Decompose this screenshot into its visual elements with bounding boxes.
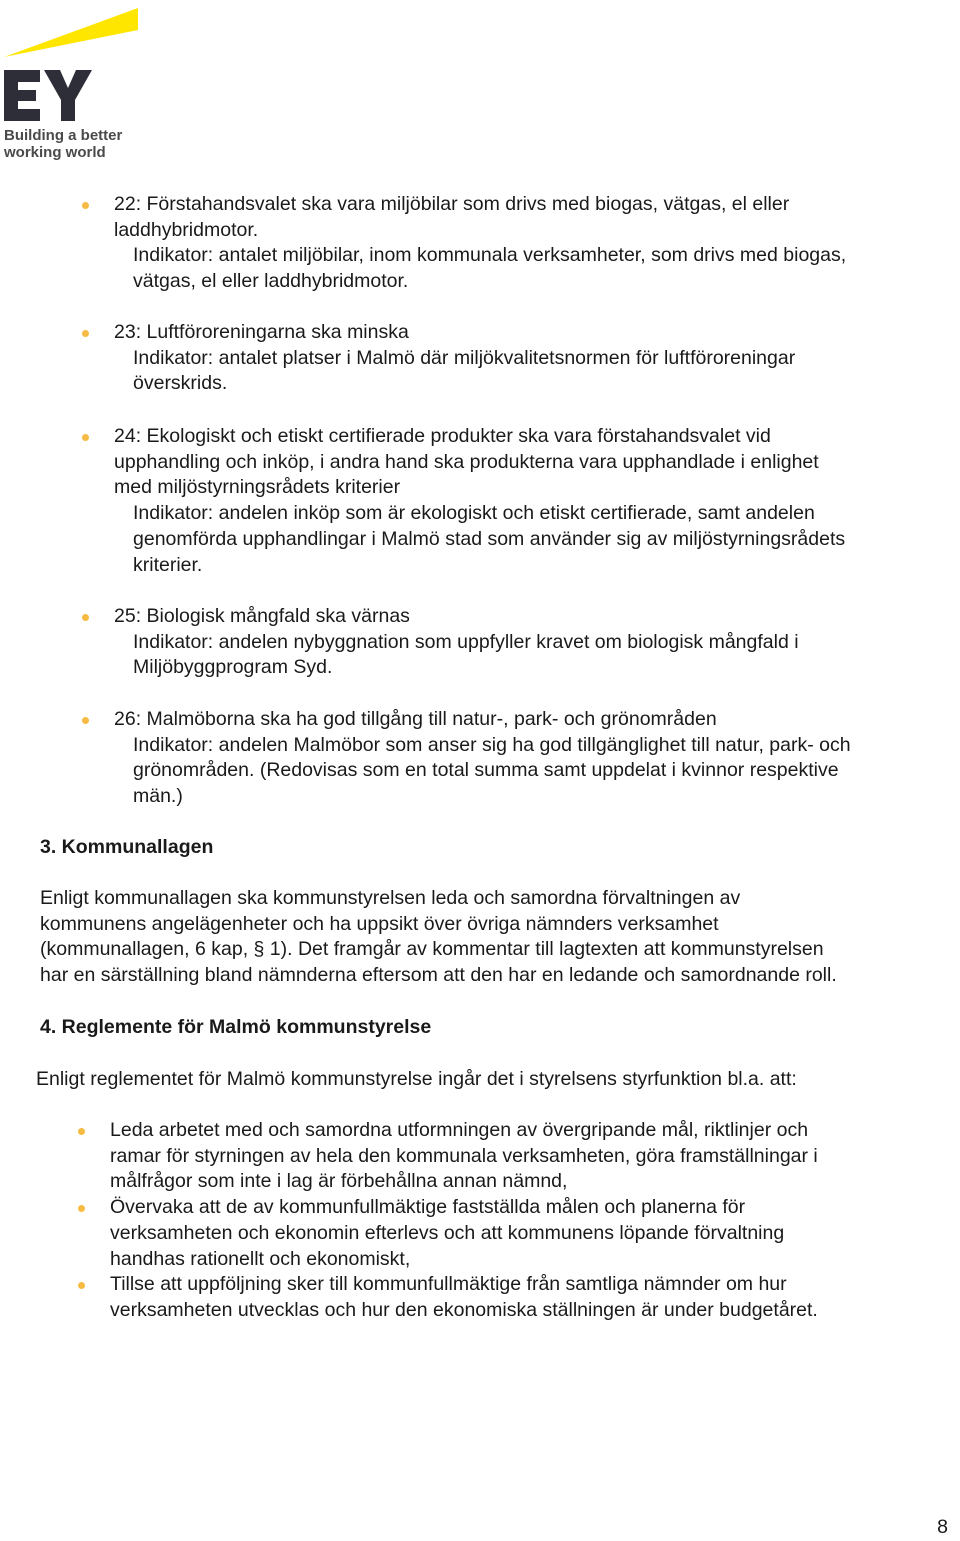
goal-item-26 bbox=[82, 707, 952, 810]
bullet-icon bbox=[82, 717, 89, 724]
goal-indicator: Indikator: andelen Malmöbor som anser sig ha god tillgänglighet till natur, park- och grönområden. (Redovisas som en total summa samt uppdelat i kvinnor respektive män.) bbox=[133, 733, 851, 808]
bullet-icon bbox=[78, 1128, 85, 1135]
reglemente-list bbox=[78, 1118, 948, 1324]
section-heading-kommunallagen: 3. Kommunallagen bbox=[40, 836, 214, 858]
goal-title: 22: Förstahandsvalet ska vara miljöbilar som drivs med biogas, vätgas, el eller laddhybridmotor. bbox=[114, 193, 790, 241]
goal-title: 25: Biologisk mångfald ska värnas bbox=[114, 605, 410, 627]
bullet-icon bbox=[82, 434, 89, 441]
section-paragraph-kommunallagen: Enligt kommunallagen ska kommunstyrelsen leda och samordna förvaltningen av kommunens angelägenheter och ha uppsikt över övriga nämnders verksamhet (kommunallagen, 6 kap, § 1). Det framgår av kommentar till lagtexten att kommunstyrelsen har en särställning bland nämnderna eftersom att den har en ledande och samordnande roll. bbox=[40, 887, 837, 987]
ey-logo-icon bbox=[0, 0, 145, 125]
goal-item-23 bbox=[82, 320, 952, 397]
goal-indicator: Indikator: antalet platser i Malmö där miljökvalitetsnormen för luftföroreningar överskrids. bbox=[133, 346, 796, 395]
bullet-icon bbox=[78, 1205, 85, 1212]
list-item: Leda arbetet med och samordna utformningen av övergripande mål, riktlinjer och ramar för styrningen av hela den kommunala verksamheten, göra framställningar i målfrågor som inte i lag är förbehållna annan nämnd, bbox=[78, 1118, 948, 1195]
section-heading-reglemente: 4. Reglemente för Malmö kommunstyrelse bbox=[40, 1016, 432, 1038]
goal-indicator: Indikator: antalet miljöbilar, inom kommunala verksamheter, som drivs med biogas, vätgas, el eller laddhybridmotor. bbox=[133, 244, 847, 293]
logo-tagline: Building a better working world bbox=[4, 127, 123, 161]
bullet-icon bbox=[82, 614, 89, 621]
goal-item-24 bbox=[82, 424, 952, 578]
goal-indicator: Indikator: andelen inköp som är ekologiskt och etiskt certifierade, samt andelen genomförda upphandlingar i Malmö stad som använder sig av miljöstyrningsrådets kriterier. bbox=[133, 502, 846, 576]
goal-item-25 bbox=[82, 604, 952, 681]
page-number: 8 bbox=[937, 1516, 948, 1538]
bullet-icon bbox=[82, 330, 89, 337]
goal-title: 23: Luftföroreningarna ska minska bbox=[114, 321, 409, 343]
list-item: Tillse att uppföljning sker till kommunfullmäktige från samtliga nämnder om hur verksamheten utvecklas och hur den ekonomiska ställningen är under budgetåret. bbox=[78, 1272, 948, 1323]
goal-title: 26: Malmöborna ska ha god tillgång till natur-, park- och grönområden bbox=[114, 708, 717, 730]
bullet-icon bbox=[82, 202, 89, 209]
goal-item-22 bbox=[82, 192, 952, 295]
goal-indicator: Indikator: andelen nybyggnation som uppfyller kravet om biologisk mångfald i Miljöbyggprogram Syd. bbox=[133, 630, 799, 679]
section-intro-reglemente: Enligt reglementet för Malmö kommunstyrelse ingår det i styrelsens styrfunktion bl.a. att: bbox=[36, 1068, 797, 1090]
list-item: Övervaka att de av kommunfullmäktige fastställda målen och planerna för verksamheten och ekonomin efterlevs och att kommunens löpande förvaltning handhas rationellt och ekonomiskt, bbox=[78, 1195, 948, 1272]
ey-logo bbox=[0, 0, 145, 170]
bullet-icon bbox=[78, 1282, 85, 1289]
goal-title: 24: Ekologiskt och etiskt certifierade produkter ska vara förstahandsvalet vid upphandling och inköp, i andra hand ska produkterna vara upphandlade i enlighet med miljöstyrningsrådets kriterier bbox=[114, 425, 819, 499]
